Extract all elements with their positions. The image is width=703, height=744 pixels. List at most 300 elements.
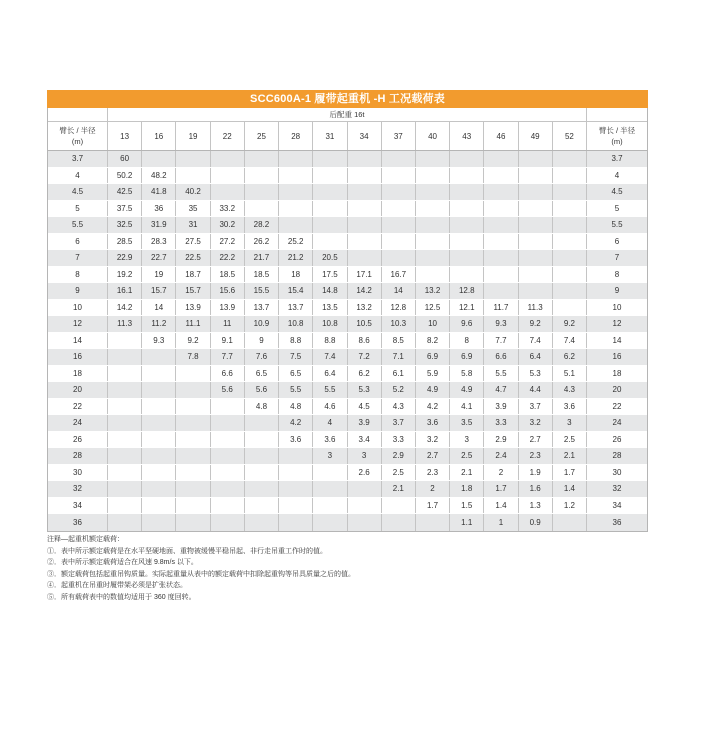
load-value-cell: 31 (176, 217, 210, 233)
load-value-cell: 26.2 (245, 234, 279, 250)
load-value-cell (553, 168, 587, 184)
radius-cell-left: 16 (48, 349, 108, 365)
load-value-cell: 1.4 (484, 498, 518, 514)
load-value-cell: 14.2 (348, 283, 382, 299)
radius-cell-right: 32 (612, 484, 622, 494)
load-value-cell: 2 (416, 481, 450, 497)
load-value-cell: 7.4 (313, 349, 347, 365)
load-value-cell: 5.5 (313, 382, 347, 398)
load-value-cell (416, 168, 450, 184)
load-value-cell (382, 151, 416, 167)
load-value-cell: 2.3 (519, 448, 553, 464)
load-value-cell: 4.2 (416, 399, 450, 415)
load-value-cell: 12.1 (450, 300, 484, 316)
load-value-cell (484, 267, 518, 283)
load-value-cell: 16.1 (108, 283, 142, 299)
load-value-cell: 3 (553, 415, 587, 431)
load-value-cell (142, 415, 176, 431)
load-value-cell (313, 481, 347, 497)
load-value-cell (553, 267, 587, 283)
note-item: ②．表中所示额定载荷适合在风速 9.8m/s 以下。 (47, 559, 198, 567)
load-value-cell (245, 415, 279, 431)
load-value-cell: 8 (450, 333, 484, 349)
load-value-cell: 1.8 (450, 481, 484, 497)
load-value-cell (176, 498, 210, 514)
load-value-cell (211, 432, 245, 448)
load-value-cell: 16.7 (382, 267, 416, 283)
load-value-cell: 5.6 (211, 382, 245, 398)
load-value-cell: 4.8 (279, 399, 313, 415)
radius-cell-left: 22 (48, 399, 108, 415)
radius-cell-left: 5.5 (48, 217, 108, 233)
load-value-cell (553, 151, 587, 167)
load-value-cell (176, 382, 210, 398)
load-value-cell (108, 349, 142, 365)
load-value-cell: 1.7 (553, 465, 587, 481)
load-value-cell: 13.2 (416, 283, 450, 299)
load-value-cell: 2.1 (382, 481, 416, 497)
load-value-cell (484, 217, 518, 233)
load-value-cell (279, 184, 313, 200)
load-value-cell (313, 217, 347, 233)
load-value-cell (382, 184, 416, 200)
load-value-cell: 6.2 (348, 366, 382, 382)
boom-length-header: 25 (245, 122, 279, 150)
load-value-cell: 12.8 (450, 283, 484, 299)
load-value-cell: 9.2 (176, 333, 210, 349)
load-value-cell: 4.2 (279, 415, 313, 431)
load-value-cell (279, 168, 313, 184)
table-body (48, 151, 647, 531)
load-value-cell: 5.5 (279, 382, 313, 398)
load-value-cell (313, 168, 347, 184)
load-value-cell (450, 250, 484, 266)
load-value-cell: 18.5 (245, 267, 279, 283)
load-value-cell (211, 498, 245, 514)
load-value-cell: 4.9 (416, 382, 450, 398)
radius-cell-left: 20 (48, 382, 108, 398)
table-row (48, 234, 647, 251)
load-value-cell: 4.8 (245, 399, 279, 415)
load-value-cell (416, 514, 450, 531)
table-row (48, 316, 647, 333)
load-value-cell (382, 217, 416, 233)
table-row (48, 415, 647, 432)
load-value-cell (176, 432, 210, 448)
load-value-cell (484, 283, 518, 299)
radius-cell-left: 32 (48, 481, 108, 497)
radius-cell-right: 6 (614, 236, 620, 246)
load-value-cell: 2.5 (382, 465, 416, 481)
load-value-cell: 1.1 (450, 514, 484, 531)
load-value-cell: 17.5 (313, 267, 347, 283)
load-value-cell: 3.6 (416, 415, 450, 431)
load-value-cell: 4.5 (348, 399, 382, 415)
load-value-cell: 21.7 (245, 250, 279, 266)
table-row (48, 267, 647, 284)
radius-cell-right: 5.5 (611, 220, 623, 230)
load-value-cell (279, 481, 313, 497)
load-value-cell (176, 399, 210, 415)
load-value-cell (416, 250, 450, 266)
load-value-cell (519, 201, 553, 217)
load-value-cell: 7.2 (348, 349, 382, 365)
load-value-cell: 13.7 (279, 300, 313, 316)
load-value-cell: 25.2 (279, 234, 313, 250)
load-value-cell: 7.1 (382, 349, 416, 365)
load-value-cell (519, 184, 553, 200)
table-row (48, 349, 647, 366)
load-value-cell (484, 234, 518, 250)
load-value-cell (142, 382, 176, 398)
boom-length-header: 13 (108, 122, 142, 150)
radius-cell-left: 12 (48, 316, 108, 332)
radius-cell-right: 16 (612, 352, 622, 362)
load-value-cell: 8.2 (416, 333, 450, 349)
table-row (48, 201, 647, 218)
radius-cell-right: 24 (612, 418, 622, 428)
load-value-cell: 9.1 (211, 333, 245, 349)
load-value-cell (211, 151, 245, 167)
load-value-cell: 60 (108, 151, 142, 167)
load-value-cell: 22.5 (176, 250, 210, 266)
load-value-cell (142, 349, 176, 365)
load-value-cell: 9.3 (484, 316, 518, 332)
radius-cell-left: 28 (48, 448, 108, 464)
radius-cell-right: 7 (614, 253, 620, 263)
load-value-cell: 7.5 (279, 349, 313, 365)
load-value-cell (348, 151, 382, 167)
radius-cell-left: 7 (48, 250, 108, 266)
load-value-cell: 36 (142, 201, 176, 217)
load-value-cell: 8.5 (382, 333, 416, 349)
load-value-cell: 19.2 (108, 267, 142, 283)
load-value-cell (108, 514, 142, 531)
load-value-cell (519, 217, 553, 233)
table-row (48, 184, 647, 201)
load-value-cell: 22.9 (108, 250, 142, 266)
load-value-cell (176, 514, 210, 531)
load-value-cell (245, 432, 279, 448)
load-value-cell (108, 448, 142, 464)
load-value-cell: 2.6 (348, 465, 382, 481)
load-value-cell: 15.7 (176, 283, 210, 299)
load-value-cell (348, 498, 382, 514)
load-value-cell: 10.8 (313, 316, 347, 332)
radius-cell-left: 26 (48, 432, 108, 448)
load-value-cell: 9.2 (553, 316, 587, 332)
load-value-cell (450, 217, 484, 233)
boom-length-header: 31 (313, 122, 347, 150)
load-value-cell: 13.9 (211, 300, 245, 316)
header-unit-text: (m) (611, 137, 623, 146)
radius-cell-left: 5 (48, 201, 108, 217)
load-value-cell (348, 217, 382, 233)
load-value-cell (245, 465, 279, 481)
boom-length-header: 43 (450, 122, 484, 150)
radius-cell-right: 36 (612, 517, 622, 527)
load-value-cell (484, 201, 518, 217)
load-value-cell: 3.7 (382, 415, 416, 431)
load-value-cell (553, 300, 587, 316)
counterweight-label: 后配重 16t (108, 108, 587, 121)
load-value-cell: 3 (348, 448, 382, 464)
load-value-cell: 1.6 (519, 481, 553, 497)
load-value-cell (484, 250, 518, 266)
load-value-cell (348, 514, 382, 531)
radius-cell-left: 18 (48, 366, 108, 382)
load-value-cell (245, 184, 279, 200)
load-value-cell: 28.3 (142, 234, 176, 250)
load-value-cell (279, 201, 313, 217)
load-value-cell (279, 498, 313, 514)
load-value-cell (108, 498, 142, 514)
load-value-cell (176, 151, 210, 167)
load-value-cell: 4.3 (382, 399, 416, 415)
load-value-cell (142, 366, 176, 382)
load-value-cell: 2.9 (484, 432, 518, 448)
header-unit-text: (m) (71, 137, 84, 146)
load-value-cell (519, 283, 553, 299)
load-value-cell: 12.8 (382, 300, 416, 316)
load-value-cell: 4.1 (450, 399, 484, 415)
note-item: ④．起重机在吊重时履带架必须是扩张状态。 (47, 582, 187, 590)
load-value-cell: 5.3 (348, 382, 382, 398)
load-value-cell: 3.7 (519, 399, 553, 415)
load-value-cell (313, 234, 347, 250)
table-row (48, 481, 647, 498)
load-value-cell: 4.6 (313, 399, 347, 415)
load-value-cell: 3.2 (416, 432, 450, 448)
load-value-cell (450, 234, 484, 250)
load-value-cell (416, 151, 450, 167)
load-value-cell: 8.8 (279, 333, 313, 349)
load-value-cell: 4.4 (519, 382, 553, 398)
radius-cell-right: 22 (612, 401, 622, 411)
radius-cell-right: 10 (612, 302, 622, 312)
radius-cell-right: 4.5 (611, 187, 623, 197)
load-value-cell (553, 234, 587, 250)
load-value-cell (142, 465, 176, 481)
radius-cell-right: 20 (612, 385, 622, 395)
load-value-cell: 4.7 (484, 382, 518, 398)
load-value-cell (279, 448, 313, 464)
load-value-cell: 15.5 (245, 283, 279, 299)
load-value-cell: 28.2 (245, 217, 279, 233)
radius-cell-left: 24 (48, 415, 108, 431)
load-value-cell (416, 267, 450, 283)
load-value-cell (450, 201, 484, 217)
load-value-cell: 6.1 (382, 366, 416, 382)
load-value-cell (176, 481, 210, 497)
radius-cell-left: 9 (48, 283, 108, 299)
load-value-cell: 5.5 (484, 366, 518, 382)
load-value-cell: 1.5 (450, 498, 484, 514)
load-value-cell (519, 234, 553, 250)
load-table (47, 108, 648, 532)
load-value-cell: 6.2 (553, 349, 587, 365)
load-value-cell (279, 465, 313, 481)
load-value-cell (519, 267, 553, 283)
radius-cell-left: 4 (48, 168, 108, 184)
load-value-cell: 4.9 (450, 382, 484, 398)
load-value-cell (108, 333, 142, 349)
load-value-cell: 37.5 (108, 201, 142, 217)
load-value-cell: 8.6 (348, 333, 382, 349)
load-value-cell: 6.9 (450, 349, 484, 365)
load-value-cell: 13.7 (245, 300, 279, 316)
load-value-cell: 5.8 (450, 366, 484, 382)
boom-length-header: 40 (416, 122, 450, 150)
counterweight-row-left-blank (48, 108, 108, 121)
radius-cell-left: 8 (48, 267, 108, 283)
load-value-cell: 8.8 (313, 333, 347, 349)
radius-cell-left: 6 (48, 234, 108, 250)
load-value-cell (142, 514, 176, 531)
load-value-cell: 9.3 (142, 333, 176, 349)
load-value-cell: 50.2 (108, 168, 142, 184)
load-value-cell: 1.4 (553, 481, 587, 497)
load-value-cell (279, 151, 313, 167)
load-value-cell (416, 184, 450, 200)
boom-length-header: 46 (484, 122, 518, 150)
load-value-cell (553, 201, 587, 217)
load-value-cell: 32.5 (108, 217, 142, 233)
load-value-cell: 22.7 (142, 250, 176, 266)
load-value-cell (553, 184, 587, 200)
radius-cell-right: 5 (614, 203, 620, 213)
load-value-cell: 7.4 (553, 333, 587, 349)
load-value-cell: 2.7 (416, 448, 450, 464)
header-row (48, 122, 647, 151)
load-value-cell (142, 448, 176, 464)
load-value-cell: 17.1 (348, 267, 382, 283)
load-value-cell (382, 250, 416, 266)
table-row (48, 465, 647, 482)
boom-length-header: 37 (382, 122, 416, 150)
load-value-cell: 20.5 (313, 250, 347, 266)
counterweight-row-right-blank (587, 108, 647, 121)
load-value-cell: 11.7 (484, 300, 518, 316)
load-value-cell (108, 382, 142, 398)
load-value-cell: 15.6 (211, 283, 245, 299)
load-value-cell (382, 234, 416, 250)
load-value-cell: 11.1 (176, 316, 210, 332)
header-label-right (587, 122, 647, 150)
load-value-cell (348, 168, 382, 184)
load-value-cell: 42.5 (108, 184, 142, 200)
load-value-cell (553, 283, 587, 299)
load-value-cell: 7.7 (211, 349, 245, 365)
load-value-cell (211, 481, 245, 497)
load-value-cell (313, 498, 347, 514)
load-value-cell (142, 498, 176, 514)
load-value-cell: 7.7 (484, 333, 518, 349)
load-value-cell (211, 168, 245, 184)
load-value-cell (108, 465, 142, 481)
load-value-cell (484, 151, 518, 167)
load-value-cell: 10.3 (382, 316, 416, 332)
load-value-cell: 14.2 (108, 300, 142, 316)
table-row (48, 151, 647, 168)
load-value-cell: 35 (176, 201, 210, 217)
table-row (48, 333, 647, 350)
load-value-cell (142, 151, 176, 167)
load-value-cell: 7.4 (519, 333, 553, 349)
load-value-cell: 31.9 (142, 217, 176, 233)
load-value-cell (108, 432, 142, 448)
table-row (48, 217, 647, 234)
load-value-cell: 19 (142, 267, 176, 283)
load-value-cell: 1 (484, 514, 518, 531)
load-value-cell (450, 151, 484, 167)
load-value-cell (313, 151, 347, 167)
load-value-cell: 12.5 (416, 300, 450, 316)
load-value-cell (176, 448, 210, 464)
load-value-cell: 3.3 (382, 432, 416, 448)
load-value-cell: 10.5 (348, 316, 382, 332)
load-value-cell (245, 151, 279, 167)
load-value-cell: 6.5 (245, 366, 279, 382)
radius-cell-right: 14 (612, 335, 622, 345)
load-value-cell: 14 (382, 283, 416, 299)
load-value-cell: 30.2 (211, 217, 245, 233)
load-value-cell: 15.7 (142, 283, 176, 299)
radius-cell-right: 28 (612, 451, 622, 461)
load-value-cell (108, 481, 142, 497)
load-value-cell (245, 201, 279, 217)
load-value-cell: 3.2 (519, 415, 553, 431)
load-value-cell (553, 250, 587, 266)
boom-length-header: 34 (348, 122, 382, 150)
load-value-cell (176, 366, 210, 382)
notes (47, 534, 648, 604)
load-value-cell: 3.6 (279, 432, 313, 448)
load-value-cell: 1.9 (519, 465, 553, 481)
table-row (48, 382, 647, 399)
load-value-cell: 7.8 (176, 349, 210, 365)
boom-length-header: 49 (519, 122, 553, 150)
load-value-cell (245, 168, 279, 184)
load-value-cell (553, 217, 587, 233)
load-value-cell (108, 366, 142, 382)
counterweight-row (48, 108, 647, 122)
load-value-cell: 2.4 (484, 448, 518, 464)
load-value-cell: 22.2 (211, 250, 245, 266)
load-value-cell: 2.3 (416, 465, 450, 481)
note-item: ①．表中所示额定载荷是在水平坚硬地面、重物被缓慢平稳吊起、非行走吊重工作时的值。 (47, 547, 327, 555)
load-value-cell (279, 514, 313, 531)
load-value-cell (416, 217, 450, 233)
load-chart-sheet (47, 90, 648, 532)
load-value-cell: 3.6 (553, 399, 587, 415)
load-value-cell (211, 415, 245, 431)
load-value-cell (142, 432, 176, 448)
load-value-cell: 2.1 (450, 465, 484, 481)
load-value-cell: 3.9 (348, 415, 382, 431)
load-value-cell (176, 465, 210, 481)
load-value-cell (348, 201, 382, 217)
table-row (48, 250, 647, 267)
load-value-cell: 14.8 (313, 283, 347, 299)
load-value-cell: 5.9 (416, 366, 450, 382)
radius-cell-right: 4 (614, 170, 620, 180)
radius-cell-left: 10 (48, 300, 108, 316)
radius-cell-left: 34 (48, 498, 108, 514)
load-value-cell: 6.9 (416, 349, 450, 365)
radius-cell-right: 30 (612, 467, 622, 477)
load-value-cell (142, 481, 176, 497)
